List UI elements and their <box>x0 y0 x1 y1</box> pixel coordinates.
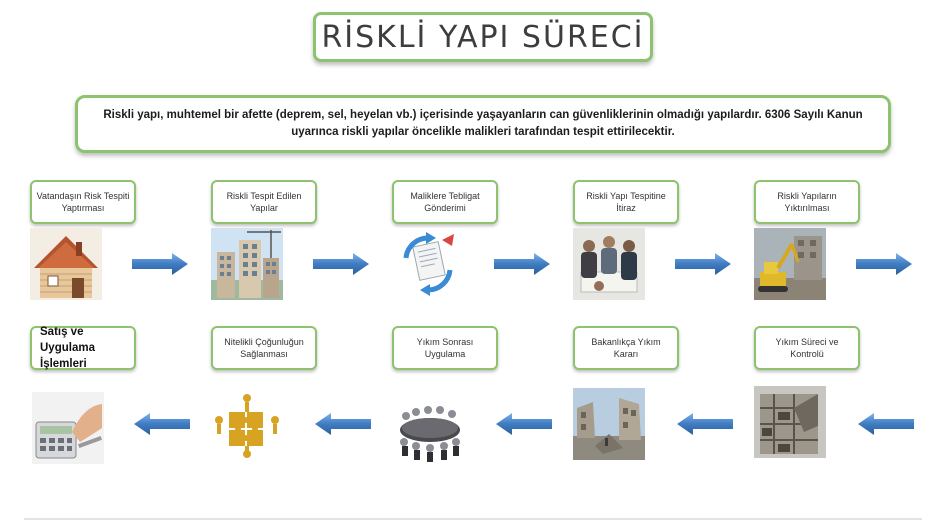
step-notification-label: Maliklere Tebligat Gönderimi <box>392 180 498 224</box>
excavator-icon <box>754 228 826 300</box>
step-sales-label: Satış ve Uygulama İşlemleri <box>30 326 136 370</box>
conference-table-icon <box>394 390 466 462</box>
bottom-divider <box>24 518 922 520</box>
arrow-left-icon <box>677 413 733 435</box>
house-icon <box>30 228 102 300</box>
description-text: Riskli yapı, muhtemel bir afette (deprem, sel, heyelan vb.) içerisinde yaşayanların can güvenliklerinin olmadığı yapılardır. 6306 Sayılı Kanun uyarınca riskli yapılar öncelikle malikleri tarafından tespit ettirilecektir. <box>103 109 863 138</box>
step-majority-label: Nitelikli Çoğunluğun Sağlanması <box>211 326 317 370</box>
description-box <box>75 95 891 153</box>
step-ministry-decision-label: Bakanlıkça Yıkım Kararı <box>573 326 679 370</box>
arrow-right-icon <box>856 253 912 275</box>
step-demolition-control-label: Yıkım Süreci ve Kontrolü <box>754 326 860 370</box>
puzzle-people-icon <box>211 392 283 464</box>
page-title: RİSKLİ YAPI SÜRECİ <box>321 19 645 55</box>
step-demolition-label: Riskli Yapıların Yıktırılması <box>754 180 860 224</box>
arrow-right-icon <box>132 253 188 275</box>
step-objection-label: Riskli Yapı Tespitine İtiraz <box>573 180 679 224</box>
step-post-demolition-label: Yıkım Sonrası Uygulama <box>392 326 498 370</box>
document-sync-icon <box>392 228 464 300</box>
calculator-icon <box>32 392 104 464</box>
demolition-icon <box>754 386 826 458</box>
arrow-right-icon <box>494 253 550 275</box>
arrow-right-icon <box>313 253 369 275</box>
ruins-icon <box>573 388 645 460</box>
arrow-left-icon <box>315 413 371 435</box>
arrow-left-icon <box>858 413 914 435</box>
step-risky-buildings-label: Riskli Tespit Edilen Yapılar <box>211 180 317 224</box>
arrow-left-icon <box>496 413 552 435</box>
arrow-right-icon <box>675 253 731 275</box>
arrow-left-icon <box>134 413 190 435</box>
buildings-icon <box>211 228 283 300</box>
step-risk-assessment-label: Vatandaşın Risk Tespiti Yaptırması <box>30 180 136 224</box>
title-box <box>313 12 653 62</box>
meeting-people-icon <box>573 228 645 300</box>
